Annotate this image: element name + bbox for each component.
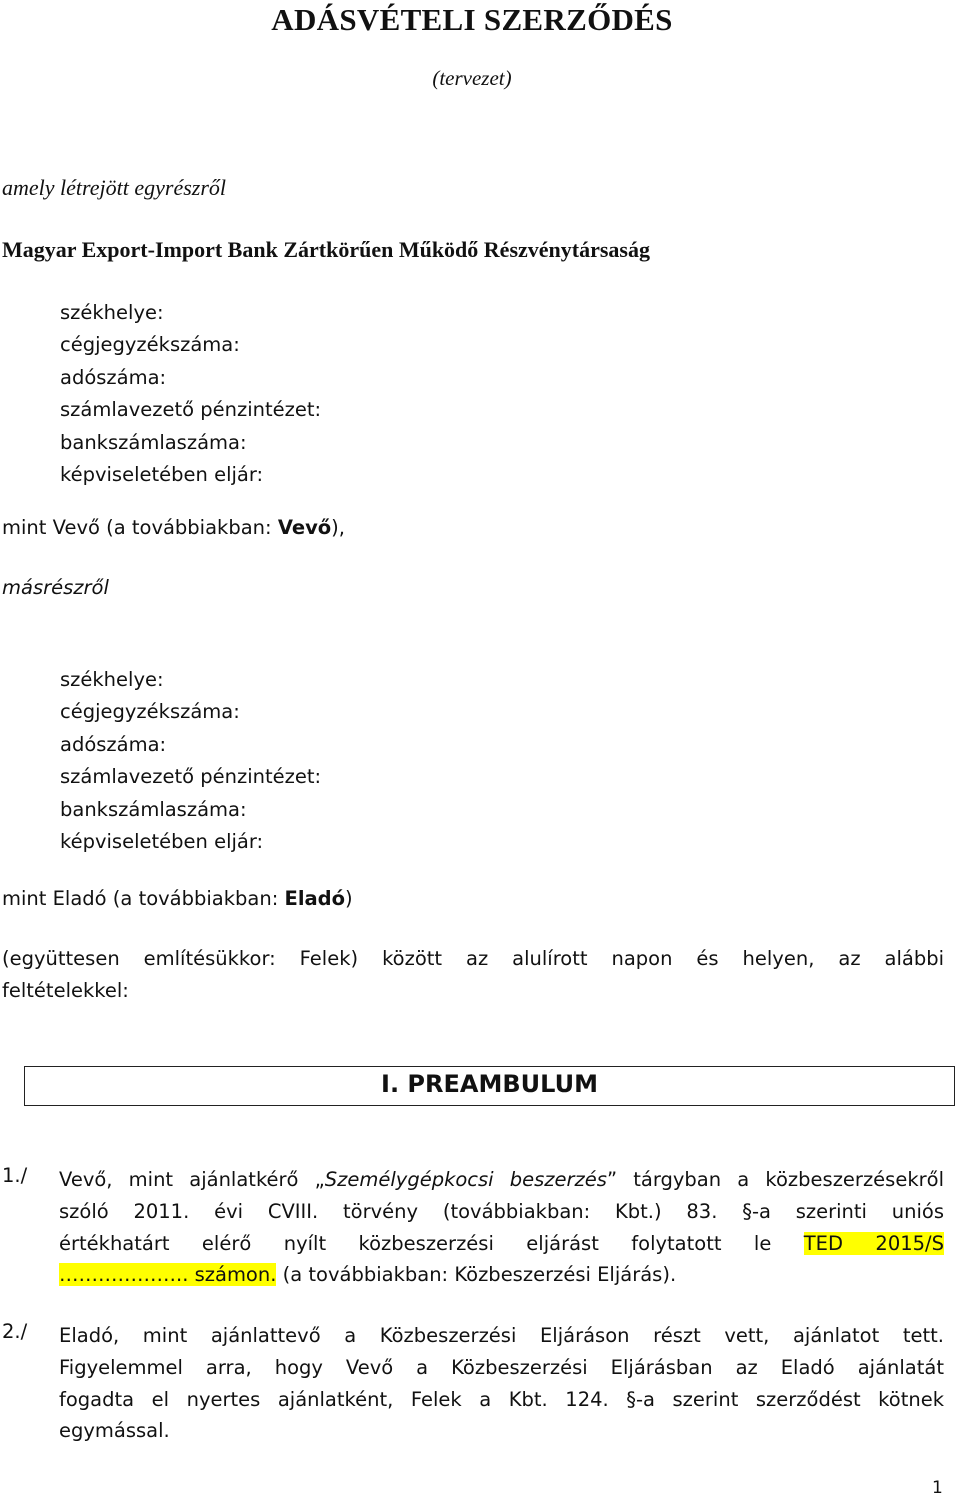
seller-role-suffix: ) (345, 887, 353, 910)
field-label: adószáma: (60, 732, 167, 756)
section-title: I. PREAMBULUM (381, 1070, 598, 1098)
highlighted-reference: TED 2015/S (803, 1231, 944, 1255)
text-run: értékhatárt elérő nyílt közbeszerzési eljárást folytatott le (59, 1231, 804, 1255)
field-label: képviseletében eljár: (60, 830, 264, 854)
paragraph-number: 1./ (2, 1164, 28, 1187)
other-side-text: másrészről (2, 576, 109, 599)
text-run: (a továbbiakban: Közbeszerzési Eljárás). (276, 1263, 677, 1287)
procurement-subject: Személygépkocsi beszerzés (324, 1168, 607, 1191)
paragraph-line: Eladó, mint ajánlattevő a Közbeszerzési Eljáráson részt vett, ajánlatot tett. (59, 1324, 944, 1347)
paragraph-number: 2./ (2, 1320, 28, 1343)
paragraph-line: egymással. (59, 1419, 170, 1443)
intro-text: amely létrejött egyrészről (2, 175, 227, 200)
document-title: ADÁSVÉTELI SZERZŐDÉS (271, 2, 673, 37)
jointly-line-1: (együttesen említésükkor: Felek) között az alulírott napon és helyen, az alábbi (2, 947, 944, 970)
paragraph-line: szóló 2011. évi CVIII. törvény (továbbiakban: Kbt.) 83. §-a szerinti uniós (59, 1199, 944, 1223)
seller-role-bold: Eladó (284, 887, 346, 910)
buyer-role (2, 516, 345, 539)
field-label: bankszámlaszáma: (60, 797, 247, 821)
paragraph-line (59, 1259, 944, 1291)
paragraph-line (59, 1228, 944, 1260)
page-number: 1 (932, 1478, 943, 1498)
field-label: képviseletében eljár: (60, 463, 264, 487)
jointly-line-2: feltételekkel: (2, 979, 129, 1002)
buyer-party-name: Magyar Export-Import Bank Zártkörűen Működő Részvénytársaság (2, 237, 650, 262)
text-run: ” tárgyban a közbeszerzésekről (606, 1168, 944, 1191)
document-subtitle: (tervezet) (432, 66, 512, 90)
paragraph-line: Figyelemmel arra, hogy Vevő a Közbeszerzési Eljárásban az Eladó ajánlatát (59, 1355, 944, 1379)
buyer-role-suffix: ), (331, 516, 345, 539)
field-label: adószáma: (60, 365, 167, 389)
field-label: számlavezető pénzintézet: (60, 398, 322, 422)
field-label: bankszámlaszáma: (60, 430, 247, 454)
buyer-fields (60, 297, 321, 491)
field-label: székhelye: (60, 668, 164, 691)
buyer-role-prefix: mint Vevő (a továbbiakban: (2, 516, 278, 539)
buyer-role-bold: Vevő (277, 516, 332, 539)
highlighted-reference: ……………….. számon. (59, 1263, 277, 1287)
paragraph-line (59, 1164, 944, 1196)
field-label: cégjegyzékszáma: (60, 700, 240, 724)
seller-role-prefix: mint Eladó (a továbbiakban: (2, 887, 285, 910)
field-label: cégjegyzékszáma: (60, 333, 240, 357)
seller-role (2, 887, 353, 910)
paragraph-line: fogadta el nyertes ajánlatként, Felek a Kbt. 124. §-a szerint szerződést kötnek (59, 1387, 944, 1411)
field-label: székhelye: (60, 301, 164, 324)
field-label: számlavezető pénzintézet: (60, 765, 322, 789)
text-run: Vevő, mint ajánlatkérő „ (59, 1168, 325, 1191)
seller-fields (60, 664, 321, 858)
